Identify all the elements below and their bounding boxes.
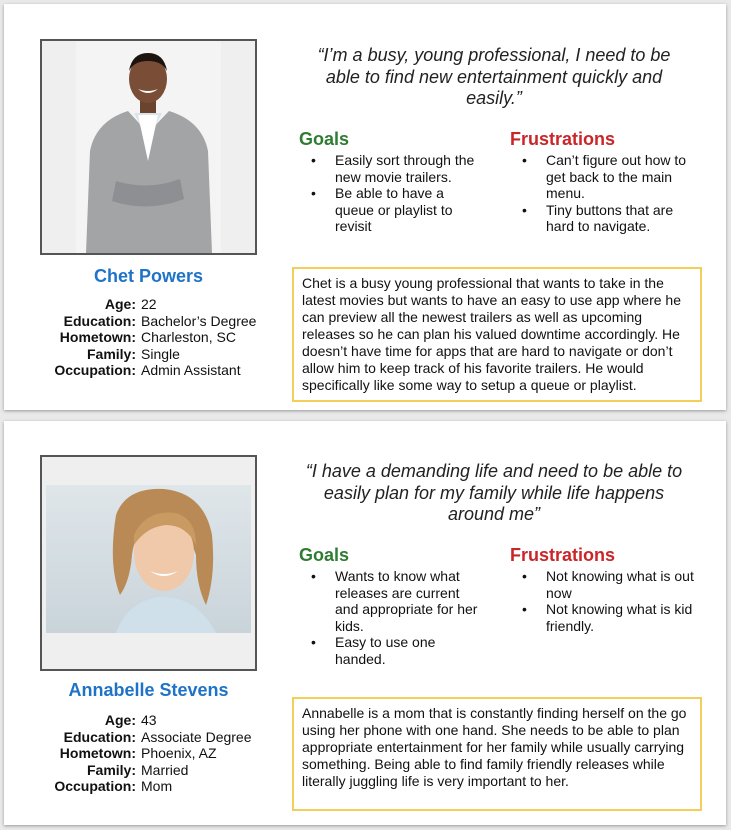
fact-value: Associate Degree xyxy=(141,728,252,745)
goals-list xyxy=(299,152,499,235)
goals-heading: Goals xyxy=(299,129,350,149)
persona-name: Annabelle Stevens xyxy=(68,680,229,700)
goal-item: • Wants to know what releases are current and appropriate for her kids. xyxy=(299,568,485,634)
fact-label: Hometown: xyxy=(59,329,136,345)
frustrations-heading: Frustrations xyxy=(510,545,616,565)
goal-item: • Easily sort through the new movie trailers. xyxy=(299,152,485,185)
goals-heading: Goals xyxy=(299,545,350,565)
persona-quote: “I have a demanding life and need to be able to easily plan for my family while life happens around me” xyxy=(305,461,683,524)
fact-value: Admin Assistant xyxy=(141,362,241,378)
fact-age xyxy=(4,712,264,729)
frustrations-list xyxy=(510,152,710,235)
fact-label: Occupation: xyxy=(54,362,136,378)
goals-list xyxy=(299,568,499,667)
frustration-item: • Tiny buttons that are hard to navigate. xyxy=(510,202,696,235)
fact-education xyxy=(4,729,264,746)
fact-label: Family: xyxy=(86,345,136,362)
frustration-item: • Not knowing what is out now xyxy=(510,568,696,601)
fact-education xyxy=(4,313,264,330)
goal-item: • Easy to use one handed. xyxy=(299,634,485,667)
fact-value: Married xyxy=(141,761,189,778)
fact-value: Bachelor’s Degree xyxy=(141,312,257,329)
fact-hometown xyxy=(4,745,264,762)
fact-label: Hometown: xyxy=(59,745,136,761)
fact-label: Age: xyxy=(104,712,136,728)
fact-label: Education: xyxy=(63,312,136,329)
persona-name: Chet Powers xyxy=(93,266,204,286)
persona-photo xyxy=(76,41,221,253)
fact-value: Charleston, SC xyxy=(141,329,236,345)
goals-section xyxy=(299,545,499,667)
fact-label: Occupation: xyxy=(54,778,136,794)
fact-occupation xyxy=(4,362,264,379)
fact-label: Education: xyxy=(63,728,136,745)
persona-card-chet xyxy=(4,4,726,410)
fact-value: 43 xyxy=(141,712,157,728)
fact-occupation xyxy=(4,778,264,795)
fact-hometown xyxy=(4,329,264,346)
frustration-item: • Not knowing what is kid friendly. xyxy=(510,601,696,634)
fact-age xyxy=(4,296,264,313)
fact-value: Single xyxy=(141,345,180,362)
photo-frame xyxy=(40,39,257,255)
frustrations-heading: Frustrations xyxy=(510,129,616,149)
persona-photo xyxy=(46,485,251,633)
fact-value: 22 xyxy=(141,296,157,312)
persona-facts xyxy=(4,296,264,379)
goals-section xyxy=(299,129,499,235)
photo-frame xyxy=(40,455,257,671)
goal-item: • Be able to have a queue or playlist to revisit xyxy=(299,185,485,235)
persona-quote: “I’m a busy, young professional, I need to be able to find new entertainment quickly and easily.” xyxy=(317,45,671,108)
persona-bio: Annabelle is a mom that is constantly finding herself on the go using her phone with one hand. She needs to be able to plan appropriate entertainment for her family while usually carrying something. Being able to find family friendly releases while literally juggling life is very important to her. xyxy=(292,697,702,811)
fact-family xyxy=(4,762,264,779)
frustrations-list xyxy=(510,568,710,634)
fact-value: Phoenix, AZ xyxy=(141,745,217,761)
fact-family xyxy=(4,346,264,363)
frustration-item: • Can’t figure out how to get back to the main menu. xyxy=(510,152,696,202)
frustrations-section xyxy=(510,129,710,235)
persona-card-annabelle xyxy=(4,421,726,825)
fact-label: Age: xyxy=(104,296,136,312)
persona-facts xyxy=(4,712,264,795)
persona-bio: Chet is a busy young professional that wants to take in the latest movies but wants to have an easy to use app where he can preview all the newest trailers as well as upcoming releases so he can plan his valued downtime accordingly. He doesn’t have time for apps that are hard to navigate or don’t allow him to keep track of his favorite trailers. He would specifically like some way to setup a queue or playlist. xyxy=(292,267,702,402)
frustrations-section xyxy=(510,545,710,634)
fact-label: Family: xyxy=(86,761,136,778)
fact-value: Mom xyxy=(141,778,173,794)
